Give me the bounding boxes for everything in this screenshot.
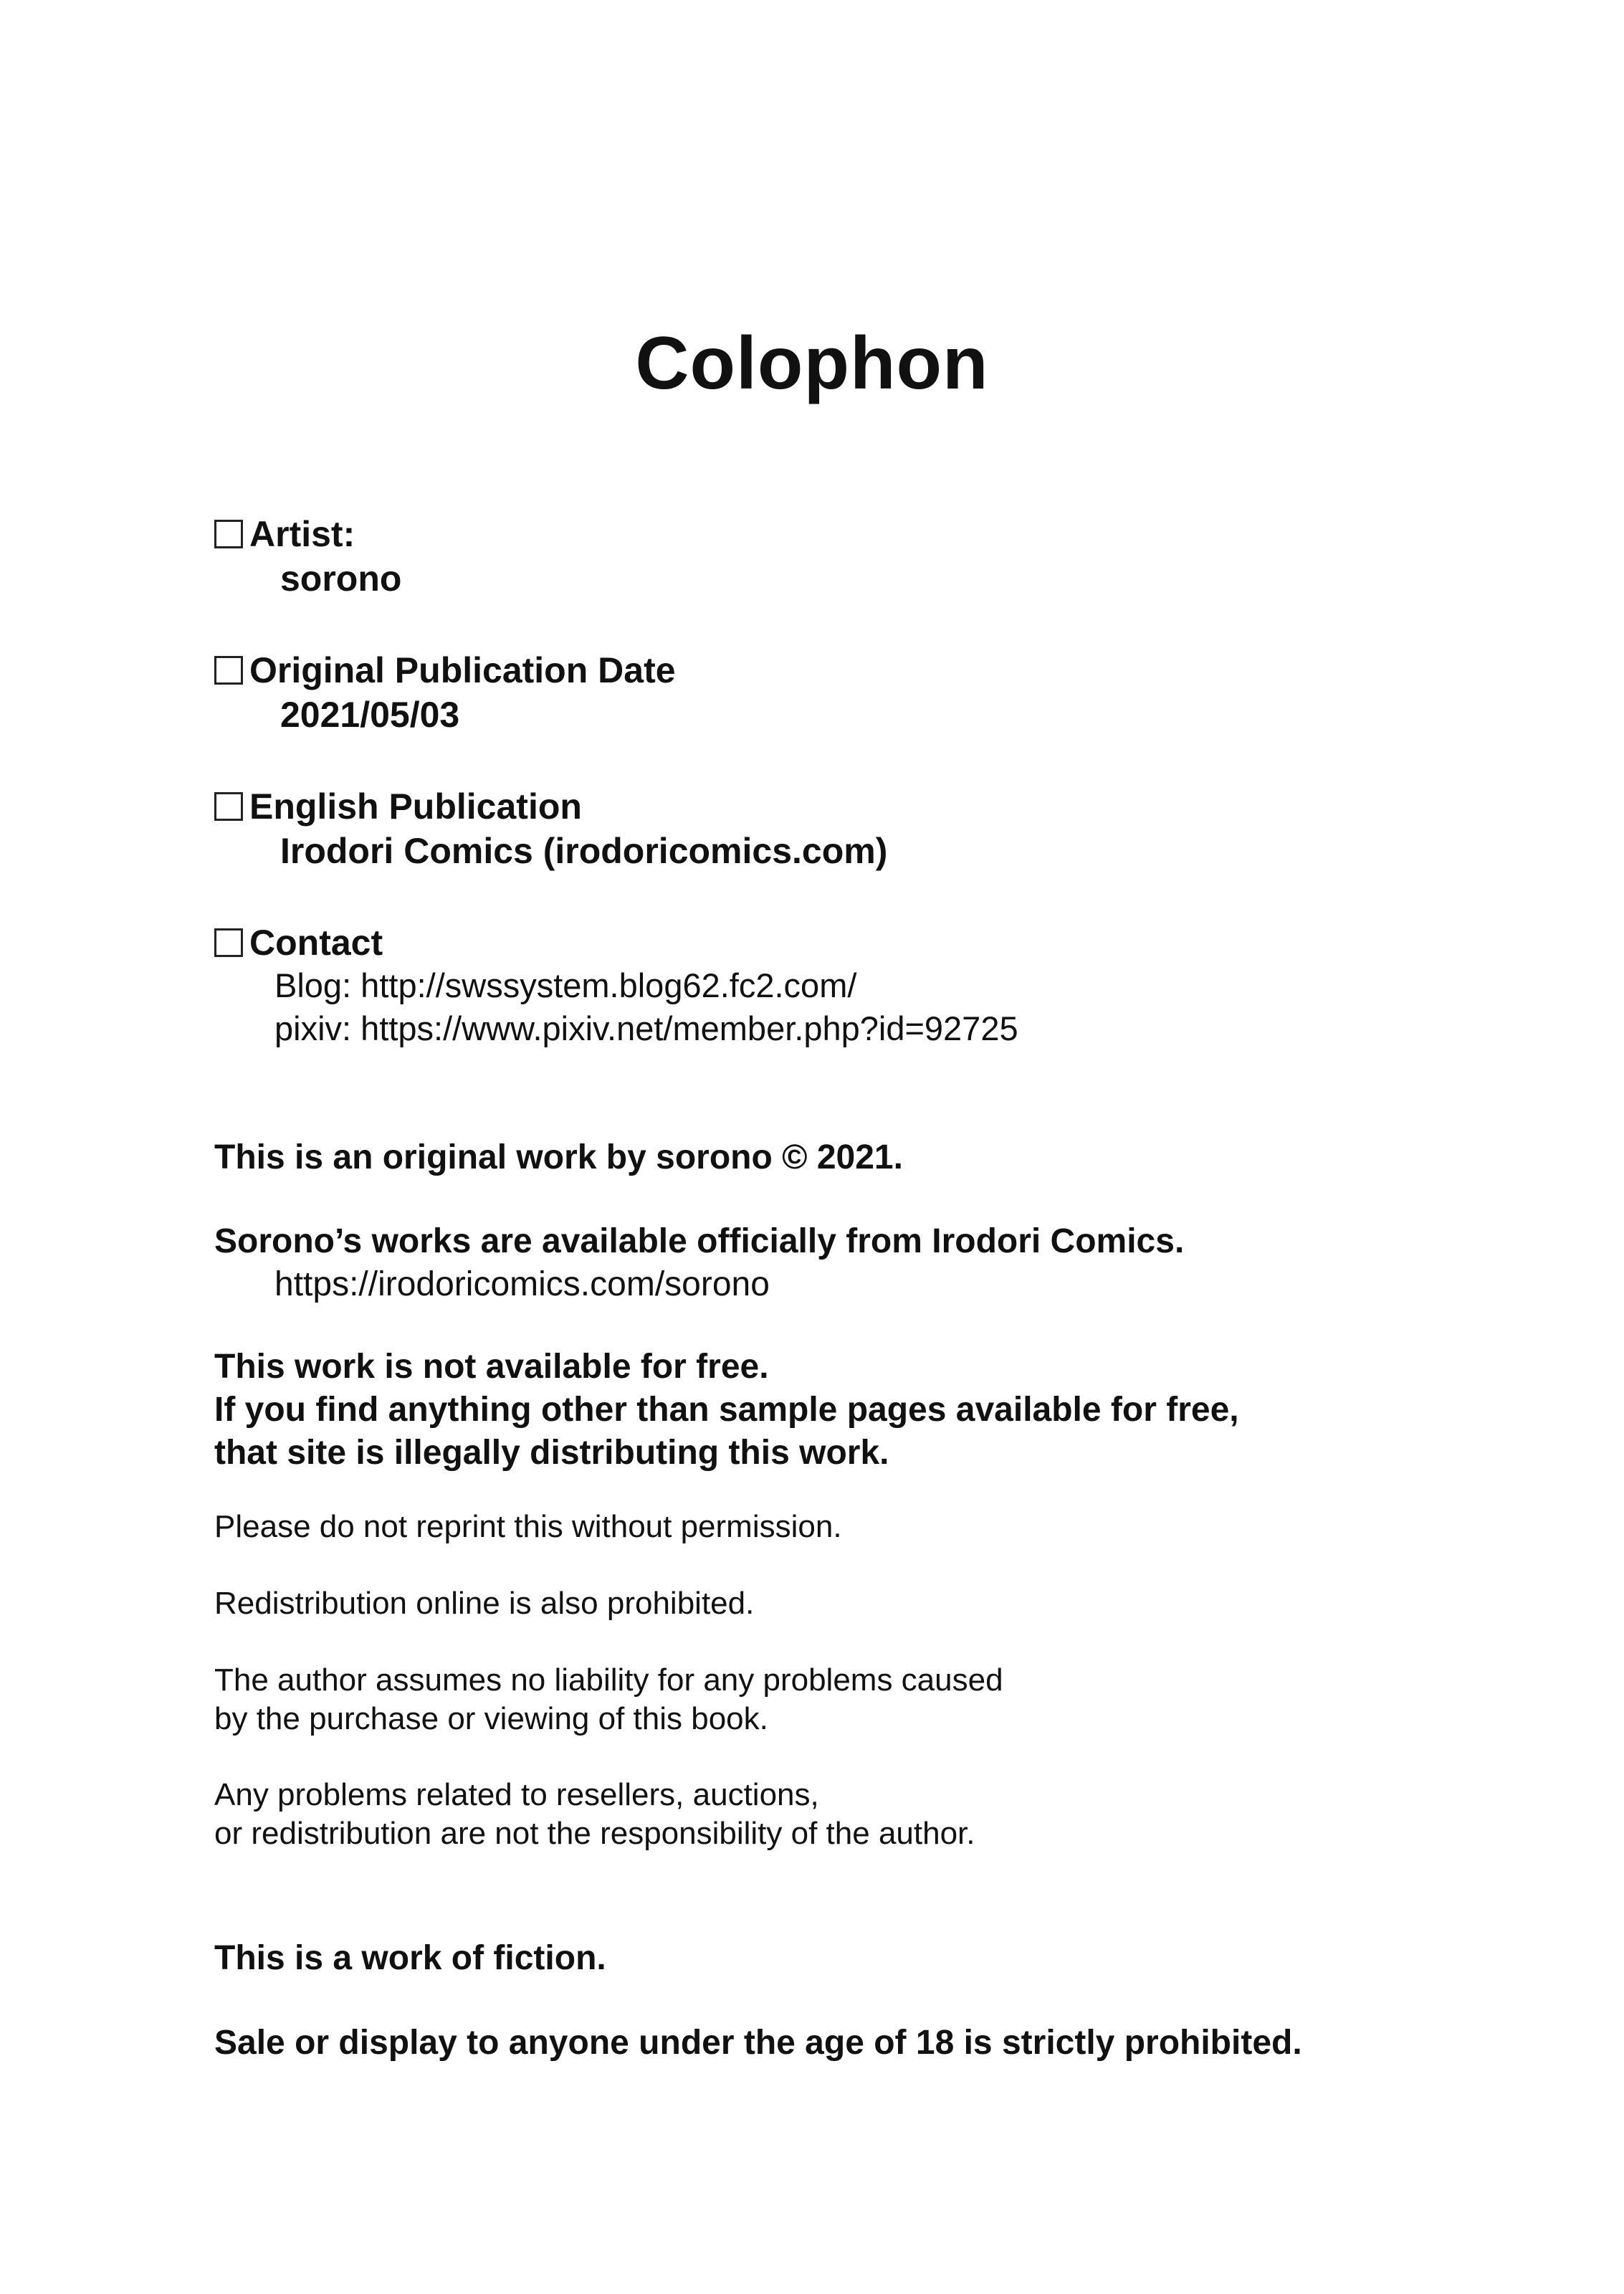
age-restriction-notice: Sale or display to anyone under the age of 18 is strictly prohibited. [214,2024,1302,2062]
liability-line-1: The author assumes no liability for any problems caused [214,1662,1003,1698]
english-section [214,785,887,874]
date-heading: Original Publication Date [249,650,676,690]
availability-text: Sorono’s works are available officially from Irodori Comics. [214,1222,1185,1260]
liability-line-2: by the purchase or viewing of this book. [214,1701,768,1736]
redistribution-notice: Redistribution online is also prohibited. [214,1586,755,1621]
date-value: 2021/05/03 [280,695,460,735]
checkbox-icon [214,928,243,957]
fiction-notice: This is a work of fiction. [214,1939,606,1977]
not-free-notice [214,1346,1239,1475]
page-title: Colophon [635,322,989,405]
contact-heading: Contact [249,923,383,963]
checkbox-icon [214,792,243,821]
copyright-notice: This is an original work by sorono © 2021. [214,1138,903,1176]
english-heading: English Publication [249,786,582,827]
not-free-line-1: This work is not available for free. [214,1348,769,1386]
artist-section [214,513,401,601]
checkbox-icon [214,520,243,548]
not-free-line-2: If you find anything other than sample pages available for free, [214,1391,1239,1429]
english-value: Irodori Comics (irodoricomics.com) [280,831,888,871]
artist-value: sorono [280,558,402,599]
contact-blog: Blog: http://swssystem.blog62.fc2.com/ [274,966,857,1004]
not-free-line-3: that site is illegally distributing this work. [214,1434,889,1472]
resellers-notice [214,1776,975,1853]
checkbox-icon [214,656,243,685]
date-section [214,649,676,738]
liability-notice [214,1661,1003,1738]
resellers-line-1: Any problems related to resellers, auctions, [214,1777,819,1812]
contact-pixiv: pixiv: https://www.pixiv.net/member.php?id=92725 [274,1009,1018,1047]
artist-heading: Artist: [249,514,355,554]
availability-url: https://irodoricomics.com/sorono [274,1265,770,1303]
availability-notice [214,1220,1184,1306]
resellers-line-2: or redistribution are not the responsibility of the author. [214,1816,975,1851]
reprint-notice: Please do not reprint this without permission. [214,1509,842,1544]
contact-section [214,921,1018,1050]
